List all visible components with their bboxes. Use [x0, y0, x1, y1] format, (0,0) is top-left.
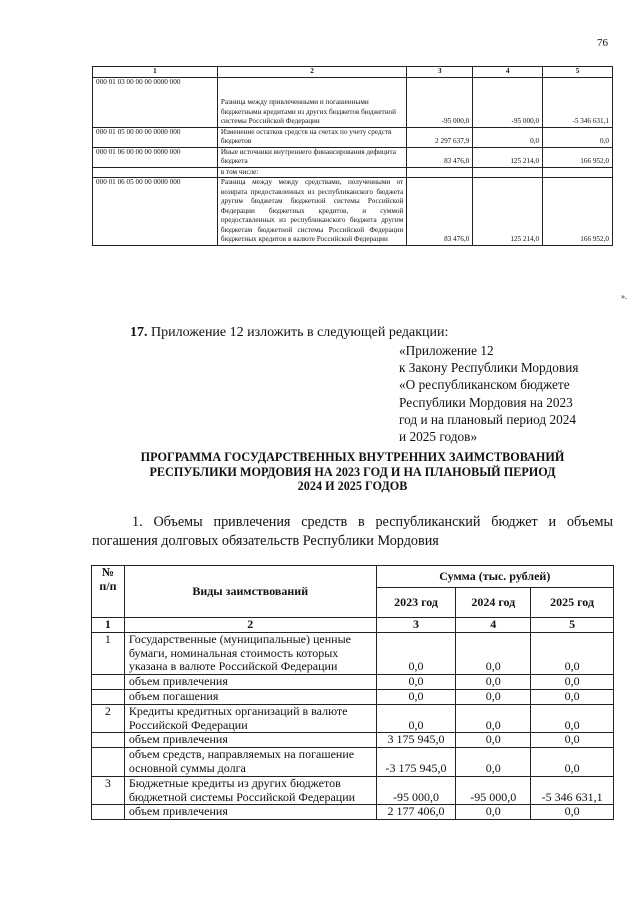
row-number: [92, 748, 125, 777]
attachment-line: к Закону Республики Мордовия: [399, 360, 579, 376]
row-number: 3: [92, 776, 125, 805]
paragraph-number: 17.: [130, 325, 148, 340]
paragraph-17: [130, 325, 448, 341]
value-2024: 0,0: [473, 127, 543, 147]
value-2025: 0,0: [531, 733, 614, 748]
value-2024: [473, 167, 543, 178]
paragraph-text: Приложение 12 изложить в следующей редакции:: [151, 325, 449, 340]
budget-code: [93, 167, 218, 178]
row-name: объем погашения: [124, 689, 376, 704]
table-row: [92, 675, 614, 690]
attachment-reference: [399, 342, 578, 445]
value-2023: [407, 167, 473, 178]
row-name: Бюджетные кредиты из других бюджетов бюджетной системы Российской Федерации: [124, 776, 376, 805]
value-2024: -95 000,0: [456, 776, 531, 805]
value-2023: -95 000,0: [407, 77, 473, 127]
header-year-2025: 2025 год: [531, 588, 614, 618]
row-name: Разница между между средствами, полученными от возврата предоставленных из республиканского бюджета другим бюджетам бюджетной системы Российской Федерации бюджетных кредитов, и суммой предоставленных из республиканского бюджета другим бюджетам бюджетной системы Российской Федерации бюджетных кредитов в валюте Российской Федерации: [217, 178, 406, 246]
value-2025: 166 952,0: [543, 147, 613, 167]
column-number: 5: [543, 67, 613, 78]
table-row: [92, 733, 614, 748]
row-name: Изменение остатков средств на счетах по учету средств бюджетов: [217, 127, 406, 147]
value-2024: 0,0: [456, 805, 531, 820]
header-year-2023: 2023 год: [376, 588, 456, 618]
table-row: [92, 805, 614, 820]
value-2025: 0,0: [531, 805, 614, 820]
value-2023: -3 175 945,0: [376, 748, 456, 777]
row-name: объем привлечения: [124, 675, 376, 690]
value-2024: 0,0: [456, 748, 531, 777]
value-2023: 0,0: [376, 675, 456, 690]
column-number: 4: [473, 67, 543, 78]
budget-code: 000 01 06 05 00 00 0000 000: [93, 178, 218, 246]
value-2025: -5 346 631,1: [531, 776, 614, 805]
table-row: [92, 704, 614, 733]
closing-quote-mark: ».: [621, 292, 627, 301]
value-2024: -95 000,0: [473, 77, 543, 127]
value-2025: 0,0: [531, 748, 614, 777]
value-2023: 83 476,0: [407, 178, 473, 246]
borrowings-table: [91, 565, 614, 820]
attachment-line: и 2025 годов»: [399, 429, 478, 445]
row-number: 1: [92, 632, 125, 674]
value-2024: 0,0: [456, 704, 531, 733]
attachment-line: «О республиканском бюджете: [399, 377, 570, 393]
column-number: 3: [407, 67, 473, 78]
row-number: [92, 733, 125, 748]
value-2025: 0,0: [531, 632, 614, 674]
value-2024: 0,0: [456, 733, 531, 748]
value-2025: [543, 167, 613, 178]
row-number: [92, 675, 125, 690]
row-name: объем привлечения: [124, 733, 376, 748]
value-2023: -95 000,0: [376, 776, 456, 805]
value-2024: 0,0: [456, 632, 531, 674]
header-number: № п/п: [92, 566, 125, 618]
column-number: 4: [456, 618, 531, 633]
budget-code: 000 01 03 00 00 00 0000 000: [93, 77, 218, 127]
value-2023: 83 476,0: [407, 147, 473, 167]
column-number: 1: [93, 67, 218, 78]
value-2023: 3 175 945,0: [376, 733, 456, 748]
column-number: 2: [124, 618, 376, 633]
header-sum: Сумма (тыс. рублей): [376, 566, 613, 588]
section-line: 1. Объемы привлечения средств в республиканский бюджет и объемы: [132, 514, 613, 530]
title-line: РЕСПУБЛИКИ МОРДОВИЯ НА 2023 ГОД И НА ПЛАНОВЫЙ ПЕРИОД: [149, 464, 556, 479]
value-2023: 2 177 406,0: [376, 805, 456, 820]
header-year-2024: 2024 год: [456, 588, 531, 618]
table-row: [93, 147, 613, 167]
attachment-line: «Приложение 12: [399, 343, 494, 358]
section-1-heading: [92, 513, 613, 550]
row-name: в том числе:: [217, 167, 406, 178]
value-2025: 0,0: [531, 704, 614, 733]
value-2025: 0,0: [531, 689, 614, 704]
column-number: 5: [531, 618, 614, 633]
row-name: Иные источники внутреннего финансирования дефицита бюджета: [217, 147, 406, 167]
value-2025: 0,0: [543, 127, 613, 147]
value-2024: 125 214,0: [473, 178, 543, 246]
value-2023: 0,0: [376, 689, 456, 704]
title-line: ПРОГРАММА ГОСУДАРСТВЕННЫХ ВНУТРЕННИХ ЗАИМСТВОВАНИЙ: [140, 450, 565, 464]
title-line: 2024 И 2025 ГОДОВ: [297, 479, 408, 494]
table-row: [93, 77, 613, 127]
table-row: [93, 127, 613, 147]
budget-code: 000 01 05 00 00 00 0000 000: [93, 127, 218, 147]
table-row: [92, 632, 614, 674]
table-header-row: [92, 566, 614, 588]
sources-financing-table: [92, 66, 613, 246]
table-header-row: [93, 67, 613, 78]
row-name: объем средств, направляемых на погашение основной суммы долга: [124, 748, 376, 777]
row-name: объем привлечения: [124, 805, 376, 820]
attachment-line: год и на плановый период 2024: [399, 411, 577, 427]
header-kind: Виды заимствований: [124, 566, 376, 618]
value-2025: 0,0: [531, 675, 614, 690]
value-2024: 0,0: [456, 675, 531, 690]
table-row: [93, 178, 613, 246]
column-number: 3: [376, 618, 456, 633]
row-name: Разница между привлеченными и погашенными бюджетными кредитами из других бюджетов бюджетной системы Российской Федерации: [217, 77, 406, 127]
column-number: 2: [217, 67, 406, 78]
table-row: [92, 689, 614, 704]
table-row: [92, 776, 614, 805]
value-2024: 0,0: [456, 689, 531, 704]
value-2023: 2 297 637,9: [407, 127, 473, 147]
row-number: 2: [92, 704, 125, 733]
column-number: 1: [92, 618, 125, 633]
value-2025: -5 346 631,1: [543, 77, 613, 127]
section-line: погашения долговых обязательств Республики Мордовия: [92, 532, 439, 549]
attachment-line: Республики Мордовия на 2023: [399, 394, 573, 410]
row-name: Государственные (муниципальные) ценные бумаги, номинальная стоимость которых указана в валюте Российской Федерации: [124, 632, 376, 674]
value-2025: 166 952,0: [543, 178, 613, 246]
row-number: [92, 805, 125, 820]
column-numbers-row: [92, 618, 614, 633]
row-name: Кредиты кредитных организаций в валюте Российской Федерации: [124, 704, 376, 733]
budget-code: 000 01 06 00 00 00 0000 000: [93, 147, 218, 167]
table-row: [92, 748, 614, 777]
row-number: [92, 689, 125, 704]
value-2023: 0,0: [376, 632, 456, 674]
program-title: [92, 450, 613, 494]
value-2024: 125 214,0: [473, 147, 543, 167]
page-number: 76: [597, 37, 608, 49]
table-row: [93, 167, 613, 178]
value-2023: 0,0: [376, 704, 456, 733]
